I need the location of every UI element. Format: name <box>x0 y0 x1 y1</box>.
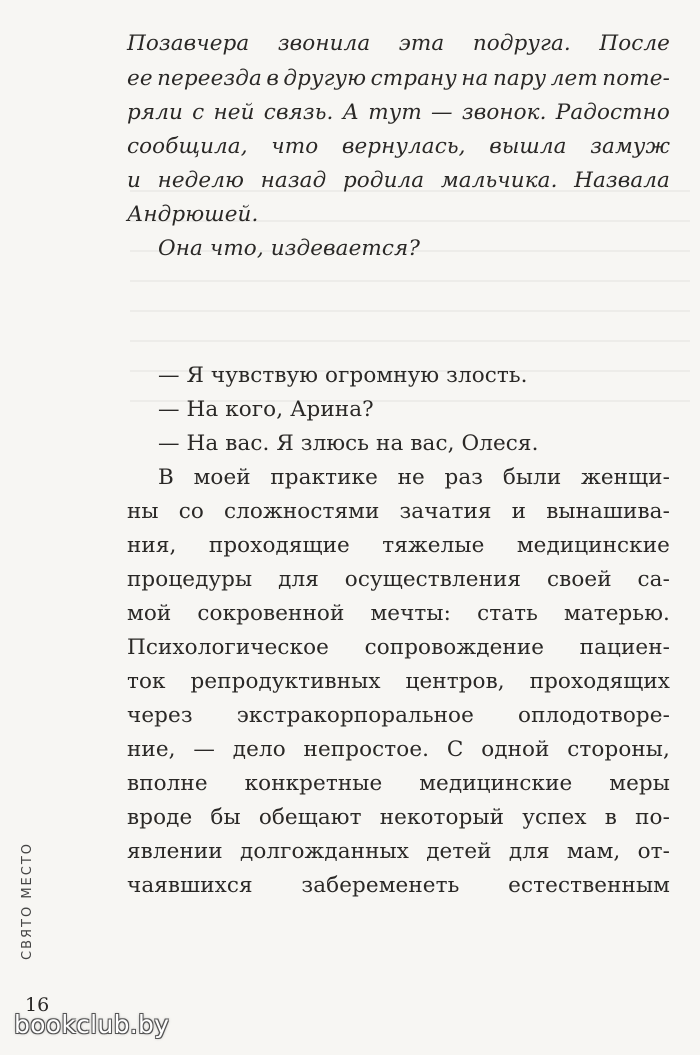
page-number: 16 <box>25 994 50 1016</box>
body-line <box>127 598 670 629</box>
word: Радостно <box>555 100 670 125</box>
word: не <box>397 465 425 490</box>
dialogue-line: — На вас. Я злюсь на вас, Олеся. <box>158 431 539 456</box>
word: сообщила, <box>127 134 248 159</box>
word: успех <box>522 805 587 830</box>
word: на <box>461 66 489 91</box>
word: со <box>178 499 204 524</box>
word: одной <box>481 737 550 762</box>
dialogue-line: — Я чувствую огромную злость. <box>158 363 528 388</box>
word: родила <box>342 168 425 193</box>
word: сокровенной <box>197 601 345 626</box>
word: бы <box>210 805 241 830</box>
word: — <box>431 100 453 125</box>
word: связь. <box>263 100 334 125</box>
word: осуществления <box>344 567 522 592</box>
word: мальчика. <box>440 168 558 193</box>
body-line <box>158 462 670 493</box>
body-line <box>127 768 670 799</box>
word: с <box>192 100 205 125</box>
running-section-title: СВЯТО МЕСТО <box>20 841 35 960</box>
word: Психологическое <box>127 635 329 660</box>
word: явлении <box>127 839 223 864</box>
word: вернулась, <box>341 134 466 159</box>
body-line <box>127 734 670 765</box>
word: вынашива- <box>546 499 670 524</box>
word: забеременеть <box>301 873 460 898</box>
word: назад <box>260 168 327 193</box>
word: для <box>508 839 550 864</box>
word: А <box>342 100 360 125</box>
word: ней <box>213 100 255 125</box>
word: пациен- <box>579 635 670 660</box>
word: вроде <box>127 805 193 830</box>
word: медицинские <box>516 533 670 558</box>
word: через <box>127 703 193 728</box>
word: центров, <box>405 669 505 694</box>
word: от- <box>637 839 670 864</box>
word: сложностями <box>224 499 380 524</box>
word: естественным <box>508 873 670 898</box>
word: мечты: <box>370 601 451 626</box>
word: вышла <box>489 134 567 159</box>
word: стать <box>477 601 538 626</box>
word: в <box>604 805 617 830</box>
word: проходящих <box>529 669 670 694</box>
word: переезда <box>157 66 262 91</box>
word: и <box>511 499 527 524</box>
word: лет <box>550 66 598 91</box>
word: мам, <box>566 839 621 864</box>
dialogue-line: — На кого, Арина? <box>158 397 374 422</box>
italic-line: Она что, издевается? <box>158 236 420 261</box>
word: некоторый <box>379 805 505 830</box>
word: С <box>446 737 464 762</box>
italic-line <box>127 63 670 94</box>
word: конкретные <box>244 771 383 796</box>
word: ее <box>127 66 153 91</box>
body-line <box>127 666 670 697</box>
word: страну <box>370 66 457 91</box>
italic-line <box>127 97 670 128</box>
word: Позавчера <box>127 31 250 56</box>
word: ны <box>127 499 159 524</box>
body-line <box>127 700 670 731</box>
italic-line: Андрюшей. <box>127 202 259 227</box>
word: были <box>502 465 562 490</box>
word: звонила <box>277 31 371 56</box>
body-line <box>127 802 670 833</box>
word: долгожданных <box>239 839 409 864</box>
word: ние, <box>127 737 176 762</box>
word: сопровождение <box>364 635 545 660</box>
word: раз <box>444 465 484 490</box>
word: подруга. <box>472 31 571 56</box>
italic-line <box>127 165 670 196</box>
word: зачатия <box>399 499 492 524</box>
site-watermark[interactable]: bookclub.by <box>14 1010 170 1039</box>
word: женщи- <box>580 465 670 490</box>
word: мой <box>127 601 172 626</box>
word: репродуктивных <box>190 669 381 694</box>
body-line <box>127 496 670 527</box>
body-line <box>127 530 670 561</box>
word: что <box>271 134 319 159</box>
word: другую <box>283 66 367 91</box>
word: пару <box>492 66 547 91</box>
word: са- <box>637 567 670 592</box>
word: медицинские <box>419 771 573 796</box>
word: меры <box>609 771 670 796</box>
word: в <box>266 66 279 91</box>
body-line <box>127 564 670 595</box>
word: звонок. <box>461 100 547 125</box>
body-line <box>127 870 670 901</box>
body-line <box>127 836 670 867</box>
word: ряли <box>127 100 183 125</box>
body-line <box>127 632 670 663</box>
word: обещают <box>258 805 362 830</box>
word: проходящие <box>208 533 350 558</box>
word: матерью. <box>564 601 670 626</box>
word: стороны, <box>567 737 670 762</box>
word: дело <box>232 737 286 762</box>
word: оплодотворе- <box>518 703 670 728</box>
word: замуж <box>590 134 670 159</box>
italic-line <box>127 131 670 162</box>
word: тяжелые <box>382 533 485 558</box>
word: тут <box>368 100 422 125</box>
italic-line <box>127 28 670 59</box>
word: и <box>127 168 141 193</box>
word: вполне <box>127 771 208 796</box>
word: детей <box>426 839 492 864</box>
word: моей <box>193 465 251 490</box>
word: непростое. <box>303 737 430 762</box>
word: по- <box>635 805 670 830</box>
word: Назвала <box>574 168 670 193</box>
word: эта <box>398 31 445 56</box>
word: неделю <box>157 168 245 193</box>
word: В <box>158 465 174 490</box>
word: чаявшихся <box>127 873 253 898</box>
word: ния, <box>127 533 177 558</box>
word: своей <box>546 567 612 592</box>
word: После <box>599 31 670 56</box>
word: экстракорпоральное <box>236 703 474 728</box>
word: — <box>193 737 216 762</box>
word: поте- <box>602 66 670 91</box>
word: ток <box>127 669 166 694</box>
word: практике <box>270 465 378 490</box>
word: для <box>278 567 319 592</box>
word: процедуры <box>127 567 253 592</box>
